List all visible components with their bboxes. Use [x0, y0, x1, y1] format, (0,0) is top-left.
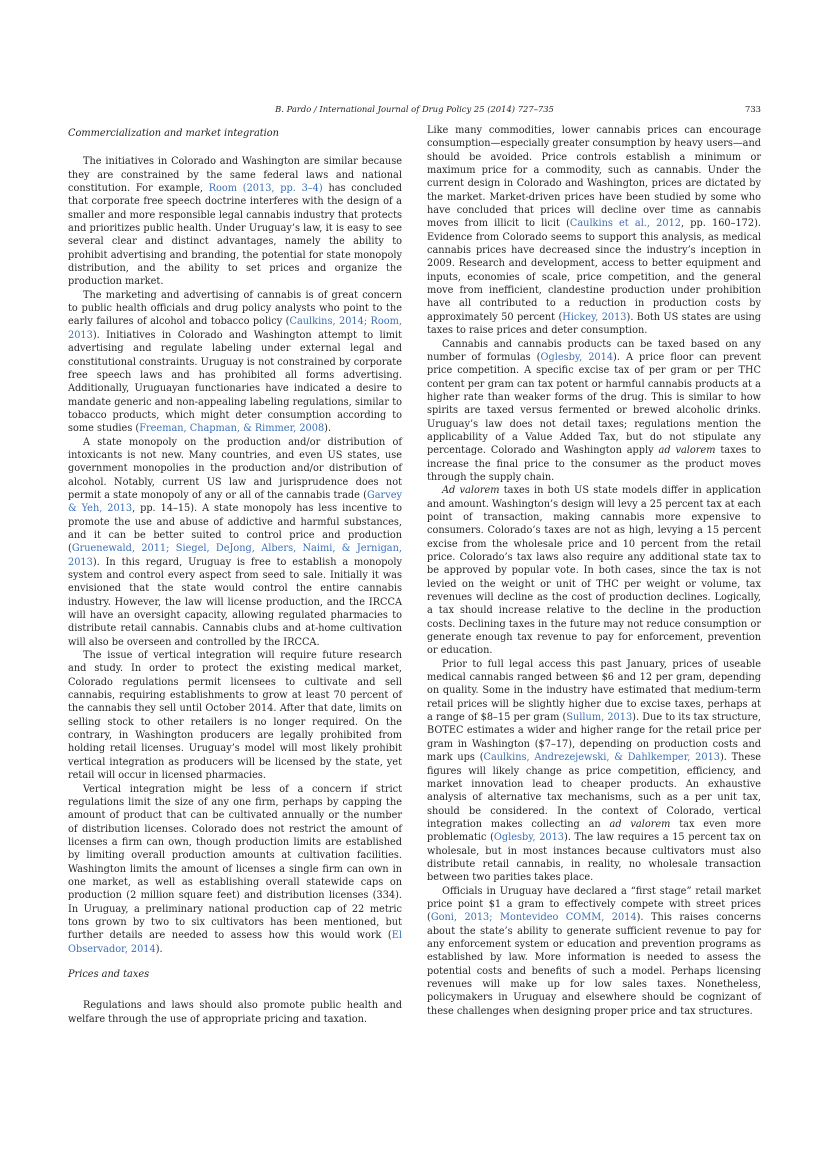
paragraph	[68, 783, 402, 956]
paragraph: Regulations and laws should also promote public health and welfare through the use of appropriate pricing and taxation.	[68, 1000, 402, 1025]
running-head	[68, 104, 761, 118]
left-column	[68, 124, 402, 1026]
text: ). These figures will likely change as price competition, efficiency, and market innovation lead to cheaper products. An exhaustive analysis of alternative tax mechanisms, such as a per unit tax, should be considered. In the context of Colorado, vertical integration makes collecting an	[427, 752, 761, 830]
text: ).	[155, 943, 163, 955]
text: ). This raises concerns about the state’s ability to generate sufficient revenue to pay for any enforcement system or education and prevention programs as established by law. More information is needed to assess the potential costs and benefits of such a model. Perhaps licensing revenues will make up for low sales taxes. Nonetheless, policymakers in Uruguay and elsewhere should be cognizant of these challenges when designing proper price and tax structures.	[427, 912, 762, 1017]
paragraph	[68, 155, 402, 288]
text: The marketing and advertising of cannabis is of great concern to public health officials and drug policy analysts who point to the early failures of alcohol and tobacco policy (	[68, 289, 402, 328]
text: Prior to full legal access this past January, prices of useable medical cannabis ranged between $6 and 12 per gram, depending on quality. Some in the industry have estimated that medium-term retail prices will be slightly higher due to excise taxes, perhaps at a range of $8–15 per gram (	[427, 658, 761, 724]
citation-link[interactable]: Garvey & Yeh, 2013	[68, 489, 402, 515]
text: , pp. 14–15). A state monopoly has less incentive to promote the use and abuse of addictive and harmful substances, and it can be better suited to control price and production (	[68, 503, 402, 555]
emphasis: ad valorem	[609, 818, 671, 830]
text: taxes to increase the final price to the consumer as the product moves through the supply chain.	[427, 445, 762, 483]
citation-link[interactable]: Goni, 2013; Montevideo COMM, 2014	[430, 912, 637, 924]
paragraph	[427, 338, 761, 485]
text: Like many commodities, lower cannabis prices can encourage consumption—especially greater consumption by heavy users—and should be avoided. Price controls establish a minimum or maximum price for a commodity, such as cannabis. Under the current design in Colorado and Washington, prices are dictated by the market. Market-driven prices have been studied by some who have concluded that prices will decline over time as cannabis moves from illicit to licit (	[427, 125, 761, 230]
citation-link[interactable]: Freeman, Chapman, & Rimmer, 2008	[139, 423, 325, 435]
text: Officials in Uruguay have declared a “first stage” retail market price point $1 a gram to effectively compete with street prices (	[427, 885, 761, 924]
citation-link[interactable]: Room (2013, pp. 3–4)	[208, 183, 323, 195]
paragraph	[427, 658, 761, 885]
citation-link[interactable]: Gruenewald, 2011; Siegel, DeJong, Albers, Naimi, & Jernigan, 2013	[68, 543, 402, 568]
citation-link[interactable]: Oglesby, 2014	[540, 351, 614, 363]
text: Vertical integration might be less of a concern if strict regulations limit the size of any one firm, perhaps by capping the amount of product that can be cultivated annually or the number of distribution licenses. Colorado does not restrict the amount of licenses a firm can own, though production limits are established by limiting overall production amounts at cultivation facilities. Washington limits the amount of licenses a single firm can own in one market, as well as establishing overall statewide caps on production (2 million square feet) and distribution licenses (334). In Uruguay, a preliminary national production cap of 22 metric tons grown by two to six cultivators has been mentioned, but further details are needed to assess how this would work (	[68, 783, 402, 942]
citation-link[interactable]: Sullum, 2013	[566, 712, 633, 724]
text: ). Initiatives in Colorado and Washington attempt to limit advertising and regulate labeling under external legal and constitutional constraints. Uruguay is not constrained by corporate free speech laws and has prohibited all forms advertising. Additionally, Uruguayan functionaries have indicated a desire to mandate generic and non-appealing labeling regulations, similar to tobacco products, which might deter consumption according to some studies (	[68, 329, 402, 435]
text: taxes in both US state models differ in application and amount. Washington’s design will levy a 25 percent tax at each point of transaction, making cannabis more expensive to consumers. Colorado’s taxes are not as high, levying a 15 percent excise from the wholesale price and 10 percent from the retail price. Colorado’s tax laws also require any additional state tax to be approved by popular vote. In both cases, since the tax is not levied on the weight or unit of THC per weight or volume, tax revenues will decline as the cost of production declines. Logically, a tax should increase relative to the decline in the production costs. Declining taxes in the future may not reduce consumption or generate enough tax revenue to pay for enforcement, prevention or education.	[427, 485, 762, 657]
text: The initiatives in Colorado and Washington are similar because they are constrained by the same federal laws and national constitution. For example,	[68, 156, 402, 195]
paragraph	[68, 436, 402, 650]
text: ). The law requires a 15 percent tax on wholesale, but in most instances because cultivators must also distribute retail cannabis, in reality, no wholesale transaction between two parities takes place.	[427, 832, 761, 884]
paragraph	[427, 484, 761, 657]
paragraph	[427, 124, 761, 338]
citation-link[interactable]: Hickey, 2013	[562, 311, 627, 323]
text: A state monopoly on the production and/or distribution of intoxicants is not new. Many countries, and even US states, use government monopolies in the production and/or distribution of alcohol. Notably, current US law and jurisprudence does not permit a state monopoly of any or all of the cannabis trade (	[68, 436, 402, 501]
running-title: B. Pardo / International Journal of Drug Policy 25 (2014) 727–735	[275, 104, 554, 114]
text: tax even more problematic (	[427, 818, 761, 844]
citation-link[interactable]: Caulkins, 2014; Room, 2013	[68, 316, 402, 341]
section-heading-commercialization: Commercialization and market integration	[68, 128, 279, 139]
citation-link[interactable]: Caulkins, Andrezejewski, & Dahlkemper, 2013	[483, 752, 720, 764]
text: Cannabis and cannabis products can be taxed based on any number of formulas (	[427, 338, 761, 363]
citation-link[interactable]: Oglesby, 2013	[493, 832, 565, 844]
text: ).	[324, 423, 332, 435]
section-heading-prices-taxes: Prices and taxes	[68, 968, 150, 980]
paragraph: The issue of vertical integration will require future research and study. In order to protect the existing medical market, Colorado regulations permit licensees to cultivate and sell cannabis, requiring establishments to grow at least 70 percent of the cannabis they sell until October 2014. After that date, limits on selling stock to other retailers is no longer required. On the contrary, in Washington producers are legally prohibited from holding retail licenses. Uruguay’s model will most likely prohibit vertical integration as producers will be licensed by the state, yet retail will occur in licensed pharmacies.	[68, 650, 402, 782]
text: ). A price floor can prevent price competition. A specific excise tax of per gram or per THC content per gram can tax potent or harmful cannabis products at a higher rate than weaker forms of the drug. This is similar to how spirits are taxed versus fermented or brewed alcoholic drinks. Uruguay’s law does not detail taxes; regulations mention the applicability of a Value Added Tax, but do not stipulate any percentage. Colorado and Washington apply	[427, 351, 762, 457]
emphasis: ad valorem	[658, 445, 716, 457]
text: ). In this regard, Uruguay is free to establish a monopoly system and control every aspect from seed to sale. Initially it was envisioned that the state would control the entire cannabis industry. However, the law will license production, and the IRCCA will have an oversight capacity, allowing regulated pharmacies to distribute retail cannabis. Cannabis clubs and at-home cultivation will also be overseen and controlled by the IRCCA.	[68, 556, 402, 648]
right-column	[427, 124, 761, 1018]
text: has concluded that corporate free speech doctrine interferes with the design of a smaller and more responsible legal cannabis industry that protects and prioritizes public health. Under Uruguay’s law, it is easy to see several clear and distinct advantages, namely the ability to prohibit advertising and branding, the potential for state monopoly distribution, and the ability to set prices and organize the production market.	[68, 183, 403, 288]
paragraph	[427, 885, 761, 1018]
citation-link[interactable]: Caulkins et al., 2012	[569, 218, 681, 230]
text: , pp. 160–172). Evidence from Colorado seems to support this analysis, as medical cannabis prices have decreased since the industry’s inception in 2009. Research and development, access to better equipment and inputs, economies of scale, price competition, and the general move from inefficient, clandestine production under prohibition have all contributed to a reduction in production costs by approximately 50 percent (	[427, 218, 761, 323]
emphasis: Ad valorem	[442, 485, 500, 497]
page-number: 733	[745, 104, 761, 114]
paragraph	[68, 289, 402, 436]
citation-link[interactable]: El Observador, 2014	[68, 930, 402, 955]
text: ). Due to its tax structure, BOTEC estimates a wider and higher range for the retail price per gram in Washington ($7–17), depending on production costs and mark ups (	[427, 712, 762, 764]
text: ). Both US states are using taxes to raise prices and deter consumption.	[427, 311, 761, 337]
